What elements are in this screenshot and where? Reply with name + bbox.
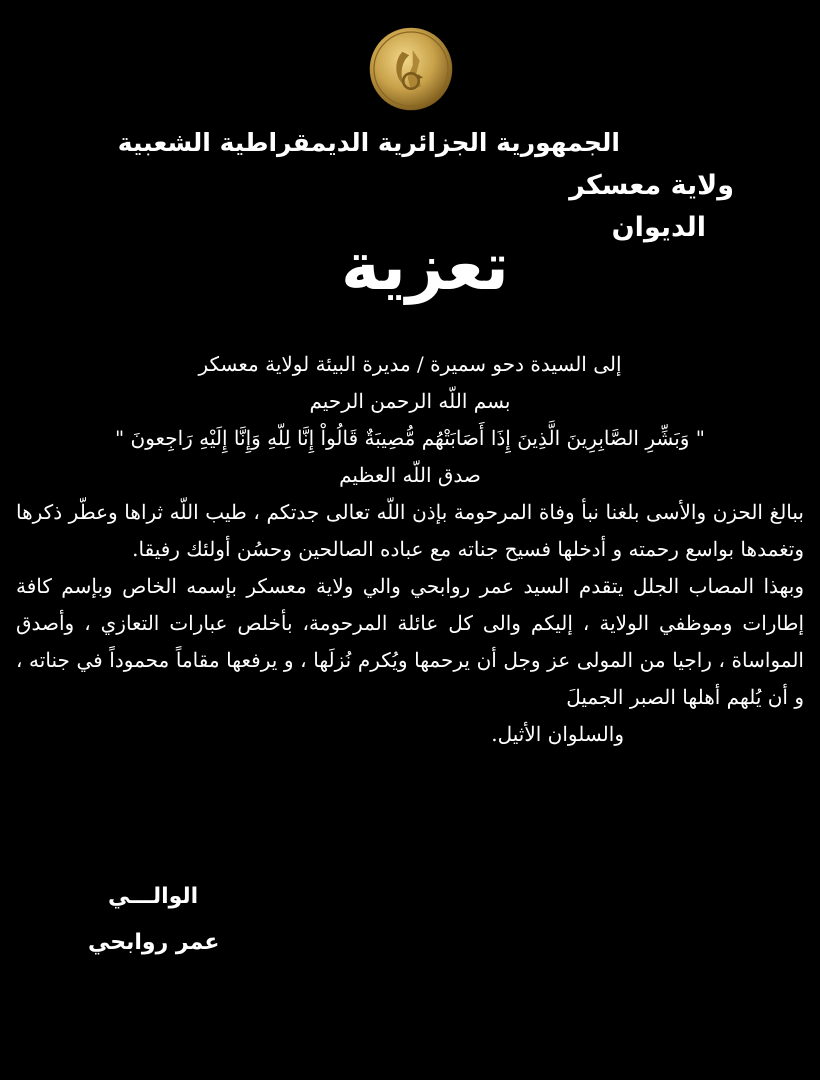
state-seal-emblem: [368, 26, 454, 112]
condolence-title: تعزية: [341, 228, 509, 305]
letter-body: [16, 346, 804, 753]
republic-name-heading: الجمهورية الجزائرية الديمقراطية الشعبية: [117, 128, 620, 157]
paragraph-wali-message: وبهذا المصاب الجلل يتقدم السيد عمر روابحي والي ولاية معسكر بإسمه الخاص وبإسم كافة إطارات وموظفي الولاية ، إليكم والى كل عائلة المرحومة، بأخلص عبارات التعازي ، وأصدق المواساة ، راجيا من المولى عز وجل أن يرحمها ويُكرم نُزلَها ، و يرفعها مقاماً محموداً في جناته ، و أن يُلهم أهلها الصبر الجميلَ: [16, 574, 804, 709]
office-name: الديوان: [611, 212, 706, 243]
paragraph-wali-message-end: والسلوان الأثيل.: [491, 722, 624, 746]
signature-name: عمر روابحي: [88, 930, 220, 955]
basmala-line: بسم اللّه الرحمن الرحيم: [309, 389, 511, 413]
quran-verse: " وَبَشِّرِ الصَّابِرِينَ الَّذِينَ إِذَا أَصَابَتْهُم مُّصِيبَةٌ قَالُواْ إِنَّا لِلّهِ وَإِنَّا إِلَيْهِ رَاجِعونَ ": [114, 426, 706, 450]
paragraph-condolence: ببالغ الحزن والأسى بلغنا نبأ وفاة المرحومة بإذن اللّه تعالى جدتكم ، طيب اللّه ثراها وعطّر ذكرها وتغمدها بواسع رحمته و أدخلها فسيح جناته مع عباده الصالحين وحسُن أولئك رفيقا.: [16, 500, 804, 561]
addressee-line: إلى السيدة دحو سميرة / مديرة البيئة لولاية معسكر: [198, 352, 622, 376]
wilaya-name: ولاية معسكر: [569, 170, 734, 201]
signature-title: الوالـــي: [108, 884, 199, 909]
verse-closing: صدق اللّه العظيم: [339, 463, 481, 487]
